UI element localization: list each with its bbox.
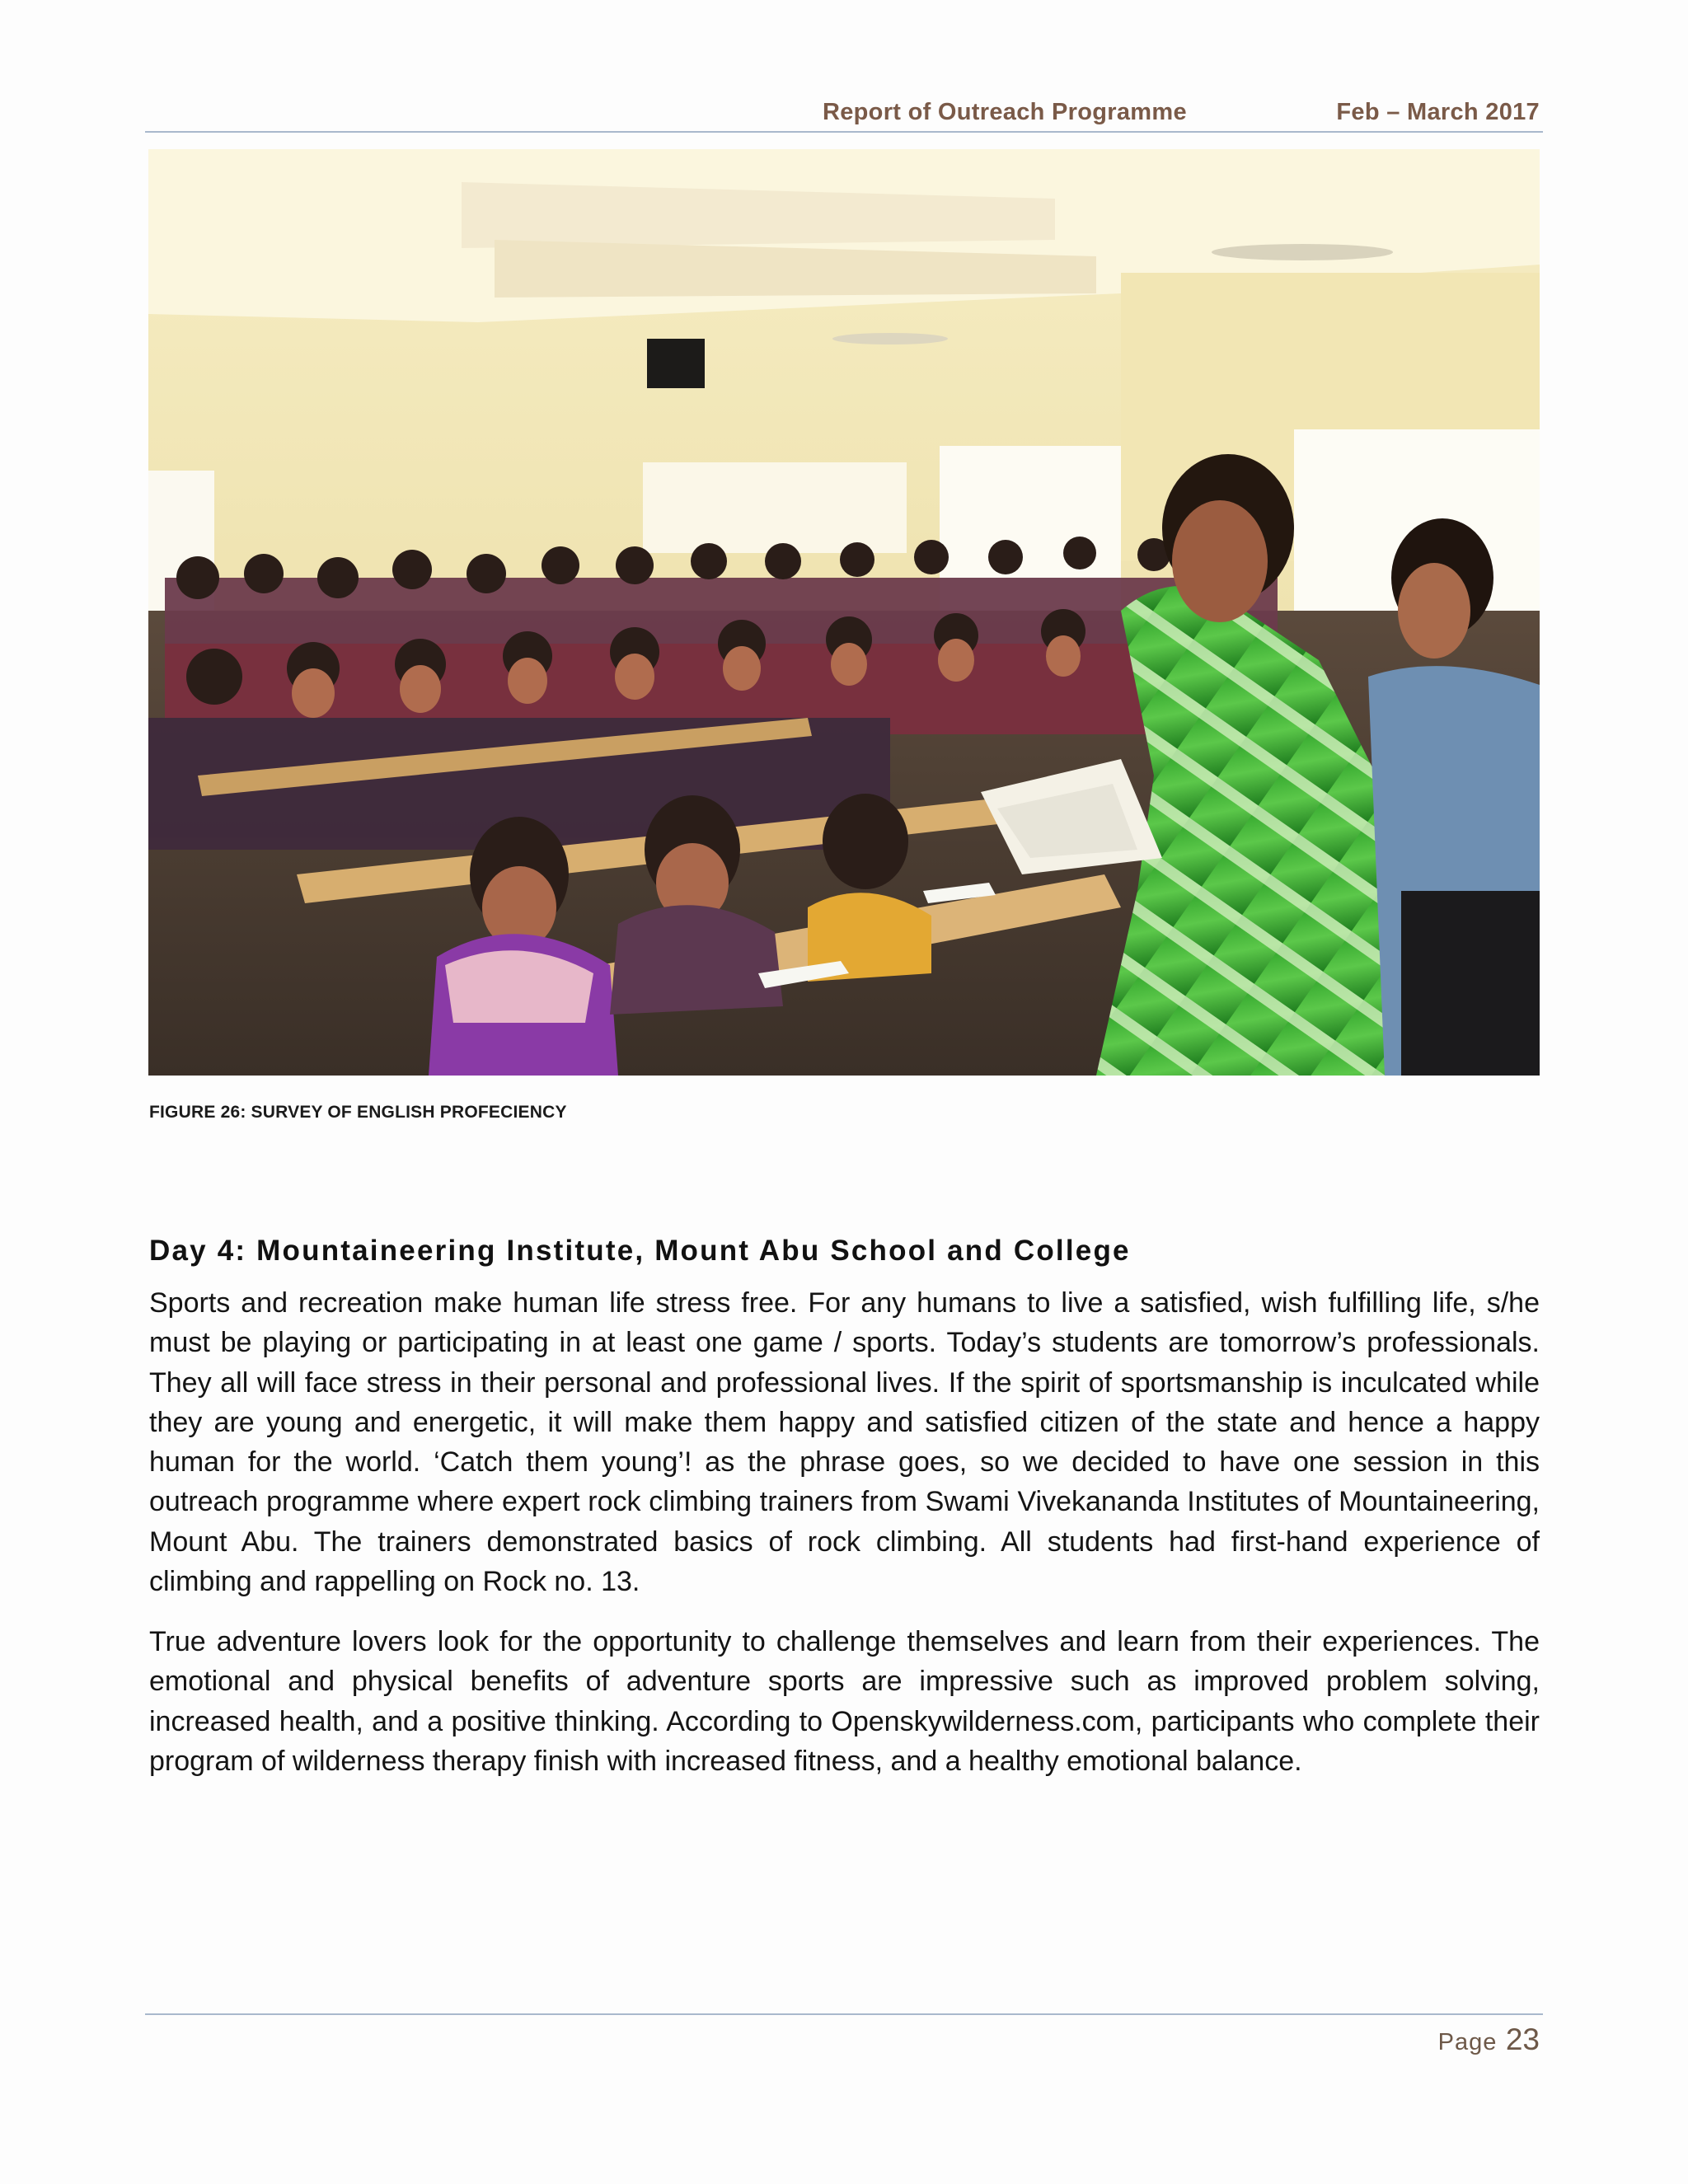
body-paragraph-2: True adventure lovers look for the opportunity to challenge themselves and learn from their experiences. The emotional and physical benefits of adventure sports are impressive such as improved problem solving, increased health, and a positive thinking. According to Openskywilderness.com, participants who complete their program of wilderness therapy finish with increased fitness, and a healthy emotional balance. — [149, 1626, 1540, 1777]
page-label: Page — [1437, 2029, 1498, 2055]
page-number — [1438, 2022, 1540, 2057]
section-heading: Day 4: Mountaineering Institute, Mount Abu School and College — [149, 1235, 1131, 1267]
classroom-photo — [148, 149, 1540, 1076]
header-date: Feb – March 2017 — [1336, 99, 1540, 125]
figure-caption: FIGURE 26: SURVEY OF ENGLISH PROFECIENCY — [149, 1103, 567, 1122]
page-header — [145, 97, 1540, 134]
page-number-value: 23 — [1505, 2022, 1540, 2056]
header-rule — [145, 131, 1543, 133]
header-title: Report of Outreach Programme — [823, 99, 1187, 125]
body-paragraph-1: Sports and recreation make human life stress free. For any humans to live a satisfied, wish fulfilling life, s/he must be playing or participating in at least one game / sports. Today’s students are tomorrow’s professionals. They all will face stress in their personal and professional lives. If the spirit of sportsmanship is inculcated while they are young and energetic, it will make them happy and satisfied citizen of the state and hence a happy human for the world. ‘Catch them young’! as the phrase goes, so we decided to have one session in this outreach programme where expert rock climbing trainers from Swami Vivekananda Institutes of Mountaineering, Mount Abu. The trainers demonstrated basics of rock climbing. All students had first-hand experience of climbing and rappelling on Rock no. 13. — [149, 1287, 1540, 1598]
footer-rule — [145, 2013, 1543, 2015]
